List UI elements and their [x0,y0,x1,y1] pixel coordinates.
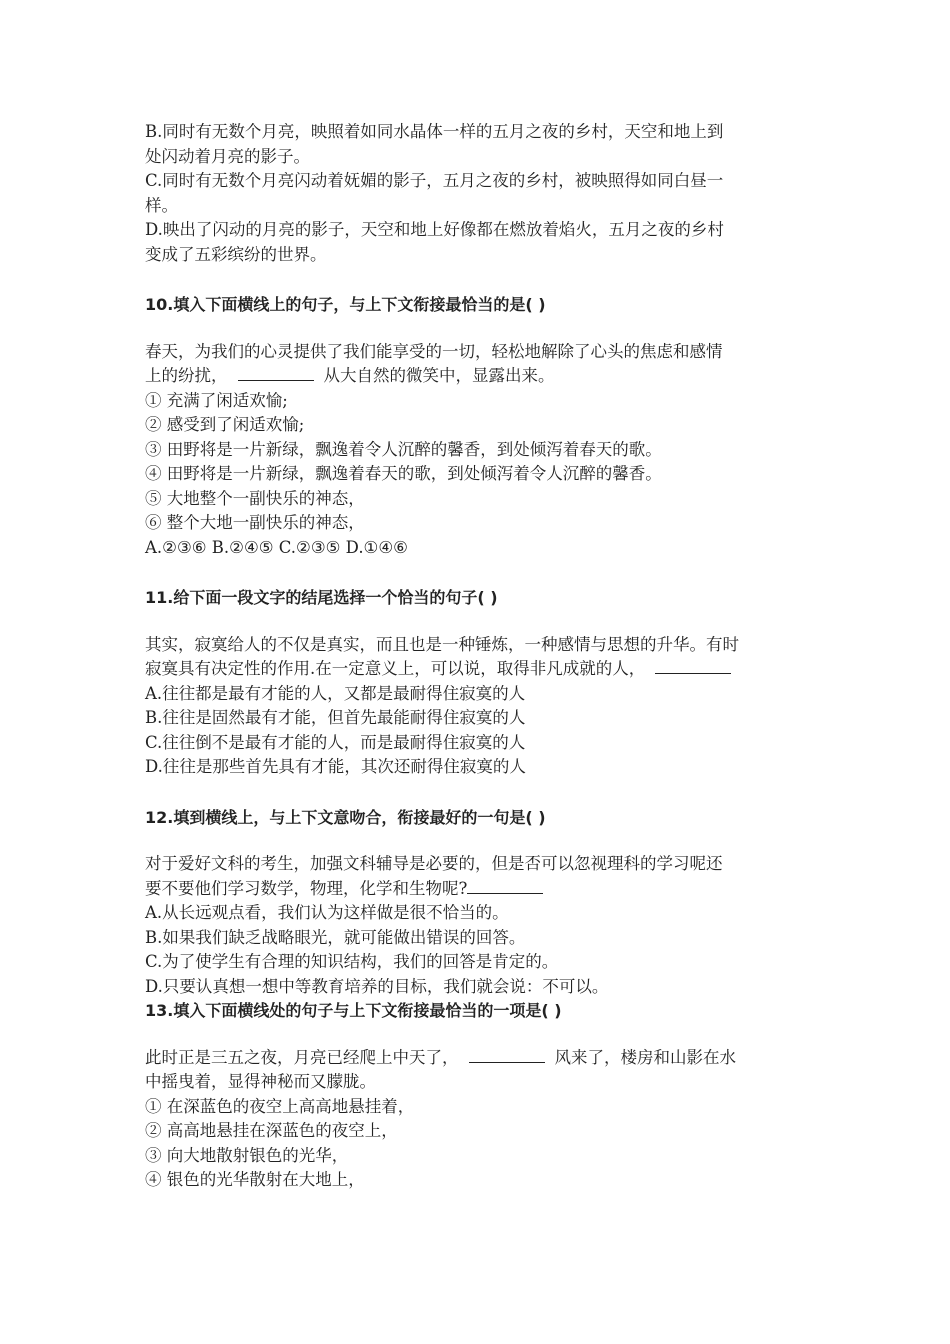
q9-option-line: 变成了五彩缤纷的世界。 [145,244,327,264]
q10-item: ① 充满了闲适欢愉; [145,390,288,410]
q11-title: 11.给下面一段文字的结尾选择一个恰当的句子( ) [145,588,498,607]
q9-option-line: C.同时有无数个月亮闪动着妩媚的影子，五月之夜的乡村，被映照得如同白昼一 [145,171,724,190]
q12-options [145,901,815,999]
q12-option: B.如果我们缺乏战略眼光，就可能做出错误的回答。 [145,927,526,947]
q13-answer-blank [469,1048,545,1063]
q11-option: D.往往是那些首先具有才能，其次还耐得住寂寞的人 [145,757,526,776]
q10-passage-text: 上的纷扰， [145,366,228,385]
q11-options [145,682,815,780]
q12-title: 12.填到横线上，与上下文意吻合，衔接最好的一句是( ) [145,807,546,827]
q12-passage-line [145,877,815,902]
q11-answer-blank [655,659,731,674]
q10-answer-choices: A.②③⑥ B.②④⑤ C.②③⑤ D.①④⑥ [145,537,408,557]
q13-passage [145,1046,815,1095]
q11-passage-text: 寂寞具有决定性的作用.在一定意义上，可以说，取得非凡成就的人， [145,659,646,678]
q11-passage-line [145,657,815,682]
q12-passage-line: 对于爱好文科的考生，加强文科辅导是必要的，但是否可以忽视理科的学习呢还 [145,854,723,873]
q10-passage-text: 从大自然的微笑中，显露出来。 [323,366,555,385]
q12-option: C.为了使学生有合理的知识结构，我们的回答是肯定的。 [145,952,559,971]
q10-item: ③ 田野将是一片新绿，飘逸着令人沉醉的馨香，到处倾泻着春天的歌。 [145,439,662,459]
q10-answer-blank [238,366,314,381]
q13-item: ② 高高地悬挂在深蓝色的夜空上， [145,1121,398,1140]
q11-passage [145,633,815,682]
q10-item: ⑤ 大地整个一副快乐的神态， [145,488,365,508]
q10-title: 10.填入下面横线上的句子，与上下文衔接最恰当的是( ) [145,295,546,314]
q9-option-line: B.同时有无数个月亮，映照着如同水晶体一样的五月之夜的乡村，天空和地上到 [145,122,724,141]
q13-passage-line: 中摇曳着，显得神秘而又朦胧。 [145,1072,376,1091]
q10-item: ② 感受到了闲适欢愉; [145,415,305,434]
q13-item: ④ 银色的光华散射在大地上， [145,1170,365,1189]
q13-item: ③ 向大地散射银色的光华， [145,1145,349,1165]
document-page [145,120,815,1193]
q13-passage-text: 此时正是三五之夜，月亮已经爬上中天了， [145,1047,459,1067]
q10-passage-line: 春天，为我们的心灵提供了我们能享受的一切，轻松地解除了心头的焦虑和感情 [145,341,723,361]
q10-items [145,389,815,561]
q13-passage-line [145,1046,815,1071]
q9-option-line: 处闪动着月亮的影子。 [145,146,310,166]
q10-passage-line [145,364,815,389]
q13-item: ① 在深蓝色的夜空上高高地悬挂着， [145,1096,415,1116]
q12-answer-blank [467,879,543,894]
q12-option: D.只要认真想一想中等教育培养的目标，我们就会说：不可以。 [145,976,609,996]
q11-option: A.往往都是最有才能的人，又都是最耐得住寂寞的人 [145,683,526,703]
q12-option: A.从长远观点看，我们认为这样做是很不恰当的。 [145,903,509,922]
q12-passage [145,852,815,901]
q13-items [145,1095,815,1193]
q11-passage-line: 其实，寂寞给人的不仅是真实，而且也是一种锤炼，一种感情与思想的升华。有时 [145,634,739,654]
q13-passage-text: 风来了，楼房和山影在水 [554,1047,736,1067]
q9-option-line: 样。 [145,195,178,215]
q11-option: C.往往倒不是最有才能的人，而是最耐得住寂寞的人 [145,732,526,752]
q9-options [145,120,815,267]
q13-title: 13.填入下面横线处的句子与上下文衔接最恰当的一项是( ) [145,1001,562,1020]
q9-option-line: D.映出了闪动的月亮的影子，天空和地上好像都在燃放着焰火，五月之夜的乡村 [145,220,724,239]
q11-option: B.往往是固然最有才能，但首先最能耐得住寂寞的人 [145,708,526,727]
q12-passage-text: 要不要他们学习数学，物理，化学和生物呢? [145,878,468,898]
q10-passage [145,340,815,389]
q10-item: ④ 田野将是一片新绿，飘逸着春天的歌，到处倾泻着令人沉醉的馨香。 [145,464,662,483]
q10-item: ⑥ 整个大地一副快乐的神态， [145,513,365,532]
